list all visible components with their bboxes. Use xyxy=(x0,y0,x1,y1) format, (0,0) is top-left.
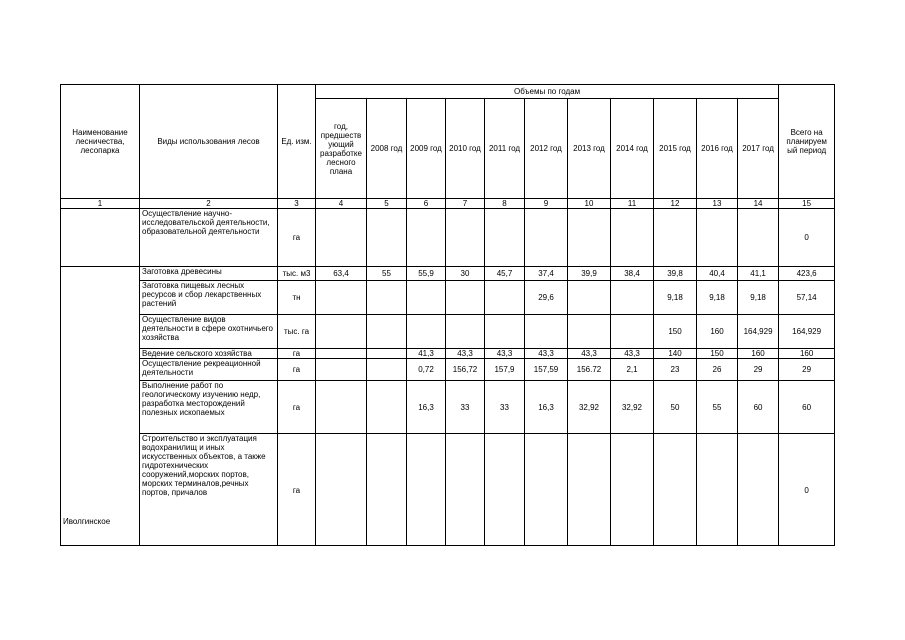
total-cell: 57,14 xyxy=(779,281,835,315)
value-cell: 29,6 xyxy=(525,281,568,315)
column-number: 1 xyxy=(61,199,140,209)
table-header xyxy=(61,85,835,209)
value-cell xyxy=(446,434,485,546)
use-type-cell: Строительство и эксплуатация водохранилищ и иных искусственных объектов, а также гидротехнических сооружений,морских портов, морских терминалов,речных портов, причалов xyxy=(140,434,278,546)
unit-cell: тыс. м3 xyxy=(278,267,316,281)
header-total: Всего на планируем ый период xyxy=(779,85,835,199)
column-number: 6 xyxy=(407,199,446,209)
value-cell xyxy=(367,315,407,349)
value-cell xyxy=(446,281,485,315)
value-cell: 43,3 xyxy=(525,349,568,359)
value-cell xyxy=(407,281,446,315)
column-number: 7 xyxy=(446,199,485,209)
value-cell xyxy=(568,434,611,546)
column-number: 8 xyxy=(485,199,525,209)
use-type-cell: Осуществление научно-исследовательской деятельности, образовательной деятельности xyxy=(140,209,278,267)
table-row xyxy=(61,315,835,349)
table-body xyxy=(61,209,835,546)
header-year: 2016 год xyxy=(697,99,738,199)
value-cell xyxy=(316,281,367,315)
header-year: 2011 год xyxy=(485,99,525,199)
value-cell xyxy=(367,359,407,381)
value-cell: 32,92 xyxy=(611,381,654,434)
column-number: 9 xyxy=(525,199,568,209)
use-type-cell: Заготовка древесины xyxy=(140,267,278,281)
unit-cell: тыс. га xyxy=(278,315,316,349)
value-cell xyxy=(316,359,367,381)
unit-cell: га xyxy=(278,359,316,381)
value-cell: 43,3 xyxy=(446,349,485,359)
value-cell xyxy=(697,209,738,267)
use-type-cell: Выполнение работ по геологическому изучению недр, разработка месторождений полезных ископаемых xyxy=(140,381,278,434)
value-cell xyxy=(611,315,654,349)
value-cell: 156.72 xyxy=(568,359,611,381)
header-year: 2008 год xyxy=(367,99,407,199)
column-number: 4 xyxy=(316,199,367,209)
value-cell xyxy=(485,315,525,349)
value-cell: 55,9 xyxy=(407,267,446,281)
value-cell: 37,4 xyxy=(525,267,568,281)
unit-cell: га xyxy=(278,381,316,434)
value-cell: 55 xyxy=(367,267,407,281)
value-cell xyxy=(525,209,568,267)
value-cell: 43,3 xyxy=(611,349,654,359)
value-cell xyxy=(485,281,525,315)
header-year: год, предшеств ующий разработке лесного плана xyxy=(316,99,367,199)
header-volumes-by-year: Объемы по годам xyxy=(316,85,779,99)
value-cell: 9,18 xyxy=(654,281,697,315)
column-number: 3 xyxy=(278,199,316,209)
header-unit: Ед. изм. xyxy=(278,85,316,199)
value-cell: 140 xyxy=(654,349,697,359)
value-cell xyxy=(525,315,568,349)
value-cell xyxy=(485,209,525,267)
value-cell xyxy=(446,315,485,349)
value-cell xyxy=(485,434,525,546)
table-row xyxy=(61,434,835,546)
value-cell xyxy=(367,381,407,434)
table-row xyxy=(61,349,835,359)
value-cell xyxy=(316,209,367,267)
value-cell: 23 xyxy=(654,359,697,381)
value-cell: 40,4 xyxy=(697,267,738,281)
table-row xyxy=(61,381,835,434)
table-row xyxy=(61,209,835,267)
value-cell xyxy=(367,434,407,546)
value-cell xyxy=(654,434,697,546)
value-cell: 33 xyxy=(485,381,525,434)
value-cell xyxy=(738,434,779,546)
total-cell: 29 xyxy=(779,359,835,381)
header-year: 2014 год xyxy=(611,99,654,199)
value-cell: 156,72 xyxy=(446,359,485,381)
unit-cell: га xyxy=(278,434,316,546)
column-number: 14 xyxy=(738,199,779,209)
unit-cell: га xyxy=(278,349,316,359)
value-cell xyxy=(568,209,611,267)
value-cell: 41,3 xyxy=(407,349,446,359)
header-year: 2012 год xyxy=(525,99,568,199)
value-cell: 16,3 xyxy=(407,381,446,434)
value-cell: 0,72 xyxy=(407,359,446,381)
value-cell xyxy=(525,434,568,546)
use-type-cell: Заготовка пищевых лесных ресурсов и сбор лекарственных растений xyxy=(140,281,278,315)
header-year: 2015 год xyxy=(654,99,697,199)
total-cell: 423,6 xyxy=(779,267,835,281)
column-number: 13 xyxy=(697,199,738,209)
total-cell: 160 xyxy=(779,349,835,359)
value-cell: 9,18 xyxy=(738,281,779,315)
header-year: 2017 год xyxy=(738,99,779,199)
header-year: 2009 год xyxy=(407,99,446,199)
value-cell: 55 xyxy=(697,381,738,434)
value-cell: 150 xyxy=(697,349,738,359)
value-cell: 164,929 xyxy=(738,315,779,349)
value-cell: 39,8 xyxy=(654,267,697,281)
value-cell: 29 xyxy=(738,359,779,381)
value-cell: 157,59 xyxy=(525,359,568,381)
value-cell xyxy=(407,209,446,267)
value-cell: 32,92 xyxy=(568,381,611,434)
value-cell: 39,9 xyxy=(568,267,611,281)
value-cell: 63,4 xyxy=(316,267,367,281)
unit-cell: тн xyxy=(278,281,316,315)
value-cell: 50 xyxy=(654,381,697,434)
forestry-cell-empty xyxy=(61,209,140,267)
column-number: 5 xyxy=(367,199,407,209)
value-cell: 157,9 xyxy=(485,359,525,381)
total-cell: 164,929 xyxy=(779,315,835,349)
value-cell xyxy=(316,315,367,349)
value-cell: 33 xyxy=(446,381,485,434)
value-cell: 43,3 xyxy=(568,349,611,359)
forest-use-volumes-table xyxy=(60,84,835,546)
value-cell xyxy=(367,349,407,359)
value-cell: 38,4 xyxy=(611,267,654,281)
value-cell xyxy=(611,209,654,267)
value-cell xyxy=(316,434,367,546)
value-cell: 60 xyxy=(738,381,779,434)
value-cell xyxy=(446,209,485,267)
use-type-cell: Осуществление видов деятельности в сфере охотничьего хозяйства xyxy=(140,315,278,349)
value-cell xyxy=(611,434,654,546)
value-cell xyxy=(407,315,446,349)
header-use-type: Виды использования лесов xyxy=(140,85,278,199)
value-cell: 30 xyxy=(446,267,485,281)
value-cell: 9,18 xyxy=(697,281,738,315)
value-cell: 160 xyxy=(738,349,779,359)
value-cell: 150 xyxy=(654,315,697,349)
value-cell: 160 xyxy=(697,315,738,349)
value-cell: 26 xyxy=(697,359,738,381)
column-number: 12 xyxy=(654,199,697,209)
value-cell xyxy=(367,209,407,267)
value-cell: 43,3 xyxy=(485,349,525,359)
use-type-cell: Осуществление рекреационной деятельности xyxy=(140,359,278,381)
value-cell: 45,7 xyxy=(485,267,525,281)
value-cell xyxy=(316,349,367,359)
table-row xyxy=(61,281,835,315)
use-type-cell: Ведение сельского хозяйства xyxy=(140,349,278,359)
value-cell xyxy=(316,381,367,434)
value-cell: 2,1 xyxy=(611,359,654,381)
header-forestry: Наименование лесничества, лесопарка xyxy=(61,85,140,199)
forestry-name-cell: Иволгинское xyxy=(61,267,140,546)
value-cell xyxy=(407,434,446,546)
value-cell xyxy=(738,209,779,267)
unit-cell: га xyxy=(278,209,316,267)
table-row xyxy=(61,267,835,281)
value-cell xyxy=(568,315,611,349)
header-year: 2010 год xyxy=(446,99,485,199)
value-cell: 41,1 xyxy=(738,267,779,281)
value-cell xyxy=(611,281,654,315)
value-cell xyxy=(568,281,611,315)
value-cell xyxy=(697,434,738,546)
total-cell: 0 xyxy=(779,434,835,546)
value-cell: 16,3 xyxy=(525,381,568,434)
column-number: 10 xyxy=(568,199,611,209)
value-cell xyxy=(654,209,697,267)
value-cell xyxy=(367,281,407,315)
total-cell: 0 xyxy=(779,209,835,267)
column-number: 2 xyxy=(140,199,278,209)
column-number: 11 xyxy=(611,199,654,209)
table-row xyxy=(61,359,835,381)
header-year: 2013 год xyxy=(568,99,611,199)
column-numbers-row xyxy=(61,199,835,209)
total-cell: 60 xyxy=(779,381,835,434)
column-number: 15 xyxy=(779,199,835,209)
